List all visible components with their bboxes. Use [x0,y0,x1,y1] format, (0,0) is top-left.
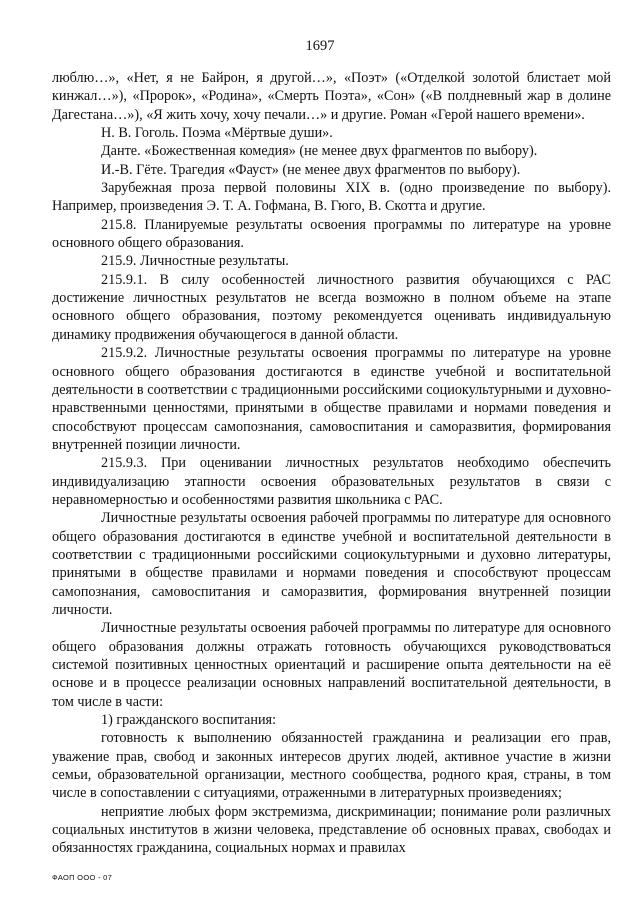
paragraph: Личностные результаты освоения рабочей программы по литературе для основного общего образования должны отражать готовность обучающихся руководствоваться системой позитивных ценностных ориентаций и расширение опыта деятельности на её основе и в процессе реализации основных направлений воспитательной деятельности, в том числе в части: [52,620,611,710]
document-body [52,69,611,858]
paragraph: Н. В. Гоголь. Поэма «Мёртвые души». [101,125,333,142]
list-heading: 1) гражданского воспитания: [101,712,277,729]
page-number: 1697 [305,38,335,54]
paragraph: готовность к выполнению обязанностей гражданина и реализации его прав, уважение прав, свобод и законных интересов других людей, активное участие в жизни семьи, образовательной организации, местного сообщества, родного края, страны, в том числе в сопоставлении с ситуациями, отраженными в литературных произведениях; [52,730,611,802]
paragraph: люблю…», «Нет, я не Байрон, я другой…», «Поэт» («Отделкой золотой блистает мой кинжал…»), «Пророк», «Родина», «Смерть Поэта», «Сон» («В полдневный жар в долине Дагестана…»), «Я жить хочу, хочу печали…» и другие. Роман «Герой нашего времени». [52,70,611,123]
paragraph: 215.9.1. В силу особенностей личностного развития обучающихся с РАС достижение личностных результатов не всегда возможно в полном объеме на этапе основного общего образования, поэтому рекомендуется оценивать индивидуальную динамику продвижения обучающегося в данной области. [52,271,611,343]
paragraph: 215.9.3. При оценивании личностных результатов необходимо обеспечить индивидуализацию этапности освоения образовательных результатов в связи с неравномерностью и особенностями развития школьника с РАС. [52,455,611,508]
section-heading: 215.8. Планируемые результаты освоения программы по литературе на уровне основного общего образования. [52,216,611,252]
paragraph: И.-В. Гёте. Трагедия «Фауст» (не менее двух фрагментов по выбору). [101,161,521,178]
footer-code: ФАОП ООО - 07 [52,873,113,882]
paragraph: Зарубежная проза первой половины XIX в. (одно произведение по выбору). Например, произведения Э. Т. А. Гофмана, В. Гюго, В. Скотта и другие. [52,180,611,215]
paragraph: 215.9.2. Личностные результаты освоения программы по литературе на уровне основного общего образования достигаются в единстве учебной и воспитательной деятельности в соответствии с традиционными российскими социокультурными и духовно-нравственными ценностями, принятыми в обществе правилами и нормами поведения и способствуют процессам самопознания, самовоспитания и саморазвития, формирования внутренней позиции личности. [52,345,611,453]
paragraph: Личностные результаты освоения рабочей программы по литературе для основного общего образования достигаются в единстве учебной и воспитательной деятельности в соответствии с традиционными российскими социокультурными и духовно литературы, принятыми в обществе правилами и нормами поведения и способствуют процессам самопознания, самовоспитания и саморазвития, формирования внутренней позиции личности. [52,510,611,618]
section-heading: 215.9. Личностные результаты. [101,253,289,270]
paragraph: неприятие любых форм экстремизма, дискриминации; понимание роли различных социальных институтов в жизни человека, представление об основных правах, свободах и обязанностях гражданина, социальных нормах и правилах [52,803,611,857]
paragraph: Данте. «Божественная комедия» (не менее двух фрагментов по выбору). [101,143,538,160]
